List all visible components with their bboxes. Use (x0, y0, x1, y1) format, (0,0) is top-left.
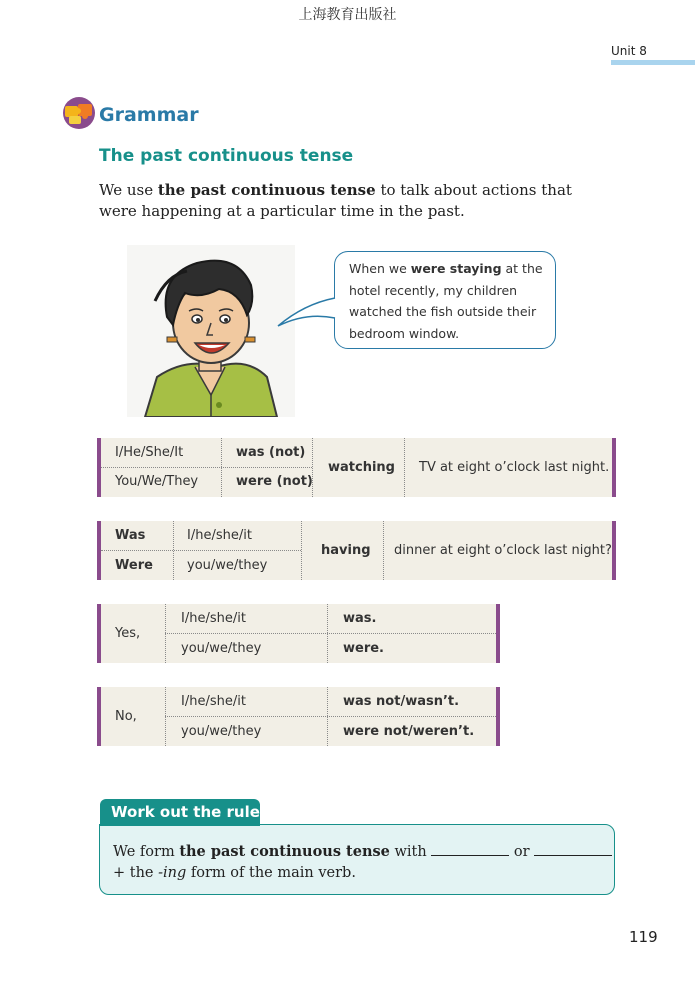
table-border-left (97, 687, 101, 746)
table-cell-answer: were not/weren’t. (343, 724, 475, 739)
rule-box (99, 824, 615, 895)
unit-underline-bar (611, 60, 695, 65)
table-cell-subject: you/we/they (187, 558, 268, 573)
table-cell-verb: having (321, 543, 371, 558)
section-title: Grammar (99, 104, 199, 126)
table-cell-subject: I/he/she/it (181, 694, 246, 709)
table-border-left (97, 604, 101, 663)
publisher-header: 上海教育出版社 (298, 7, 397, 23)
table-cell-subject: you/we/they (181, 641, 262, 656)
speech-bubble (334, 251, 556, 349)
table-border-right (612, 438, 616, 497)
table-border-right (496, 687, 500, 746)
table-cell-subject: I/he/she/it (181, 611, 246, 626)
page-number: 119 (629, 928, 658, 946)
rule-text: We form the past continuous tense with or + the -ing form of the main verb. (113, 841, 612, 884)
woman-cartoon-illustration (127, 245, 295, 417)
answer-blank-1[interactable] (431, 843, 509, 856)
question-table (97, 521, 616, 580)
table-cell-subject: I/he/she/it (187, 528, 252, 543)
puzzle-pieces-icon (60, 96, 98, 130)
table-cell-answer: were. (343, 641, 384, 656)
lesson-subtitle: The past continuous tense (99, 146, 354, 166)
answer-blank-2[interactable] (534, 843, 612, 856)
table-cell-lead: Yes, (115, 626, 141, 641)
table-cell-aux: was (not) (236, 445, 306, 460)
table-cell-rest: dinner at eight o’clock last night? (394, 543, 612, 558)
unit-label: Unit 8 (611, 44, 647, 58)
affirmative-table (97, 438, 616, 497)
short-answer-no-table (97, 687, 500, 746)
table-cell-rest: TV at eight o’clock last night. (419, 460, 610, 475)
table-cell-lead: No, (115, 709, 137, 724)
table-cell-verb: watching (328, 460, 395, 475)
table-cell-subject: I/He/She/It (115, 445, 184, 460)
table-cell-subject: you/we/they (181, 724, 262, 739)
short-answer-yes-table (97, 604, 500, 663)
table-border-right (496, 604, 500, 663)
table-cell-aux: Was (115, 528, 146, 543)
table-cell-aux: Were (115, 558, 153, 573)
rule-tab (100, 799, 260, 826)
table-cell-answer: was not/wasn’t. (343, 694, 460, 709)
speech-bubble-text: When we were staying at the hotel recently, my children watched the fish outside their bedroom window. (349, 261, 543, 341)
rule-tab-title: Work out the rule (111, 803, 260, 821)
table-cell-aux: were (not) (236, 474, 313, 489)
speech-bubble-tail (276, 296, 338, 328)
intro-paragraph: We use the past continuous tense to talk about actions that were happening at a particular time in the past. (99, 181, 572, 220)
table-cell-subject: You/We/They (115, 474, 199, 489)
table-border-right (612, 521, 616, 580)
table-cell-answer: was. (343, 611, 377, 626)
